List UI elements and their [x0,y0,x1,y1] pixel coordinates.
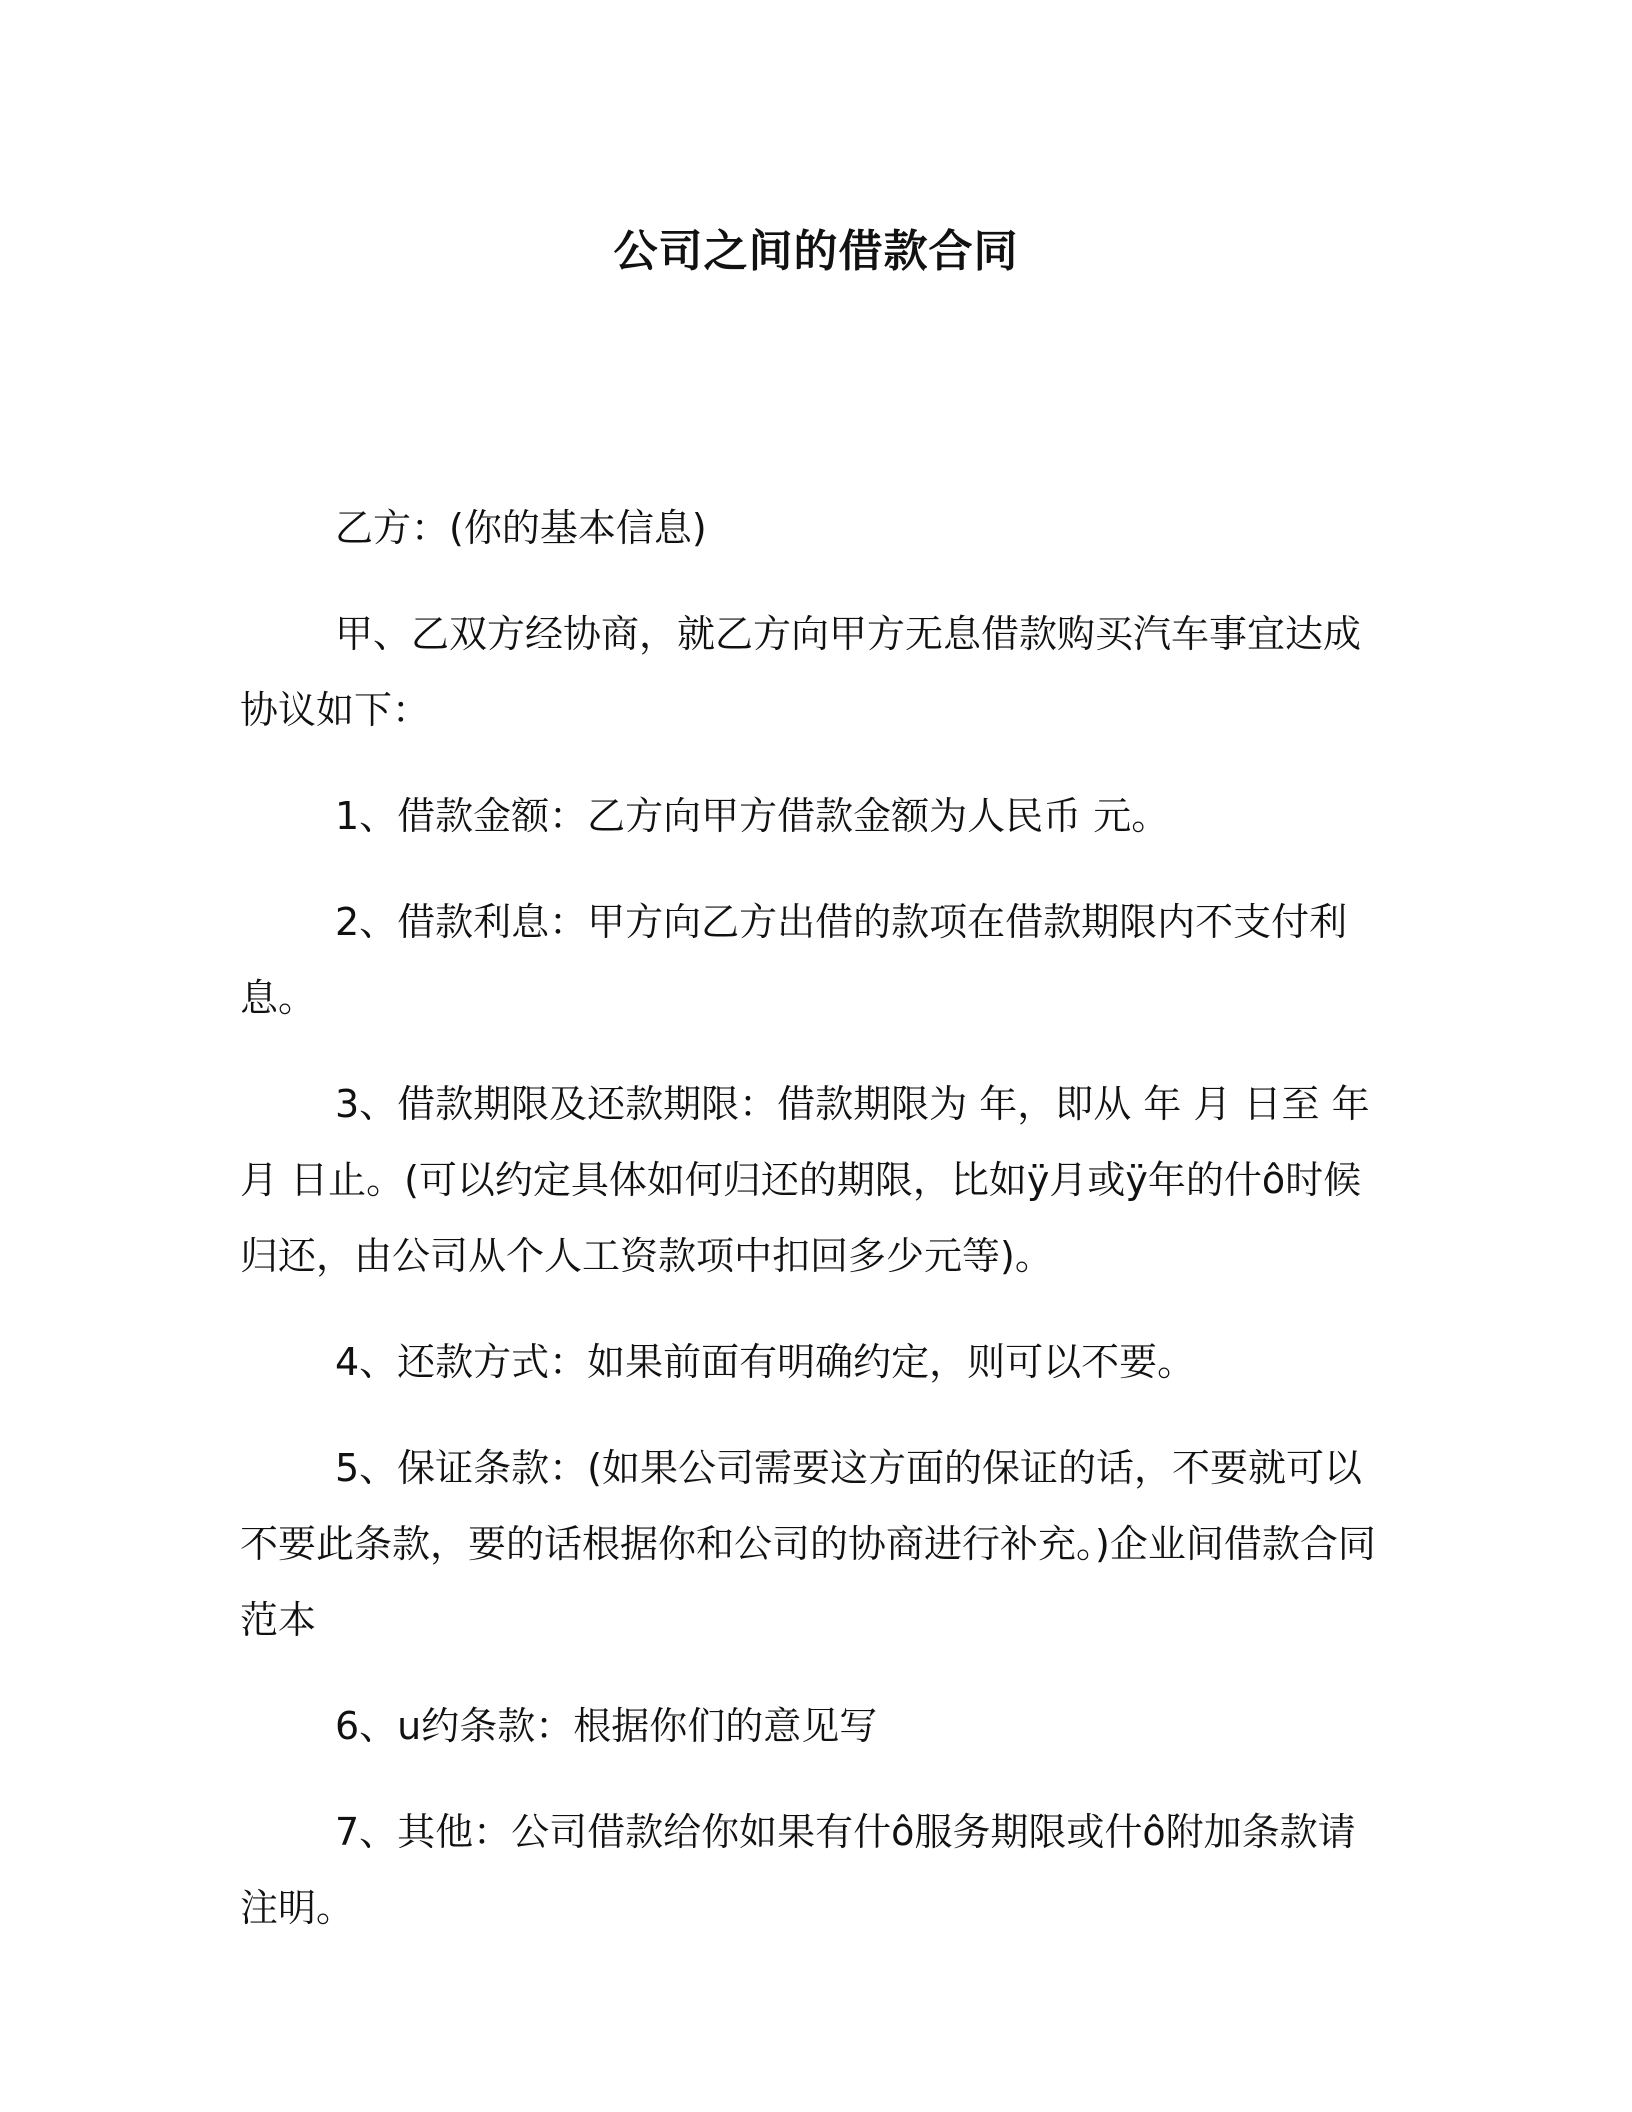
clause-5-guarantee: 5、保证条款：(如果公司需要这方面的保证的话，不要就可以不要此条款，要的话根据你和公司的协商进行补充。)企业间借款合同范本 [240,1446,1376,1642]
clause-6-breach: 6、u约条款：根据你们的意见写 [335,1704,878,1748]
document-body [240,490,1380,1976]
document-title: 公司之间的借款合同 [613,226,1019,277]
clause-1-loan-amount: 1、借款金额：乙方向甲方借款金额为人民币 元。 [335,794,1170,838]
clause-2-interest: 2、借款利息：甲方向乙方出借的款项在借款期限内不支付利息。 [240,900,1348,1020]
clause-7-other: 7、其他：公司借款给你如果有什ô服务期限或什ô附加条款请注明。 [240,1810,1356,1930]
clause-3-loan-term: 3、借款期限及还款期限：借款期限为 年，即从 年 月 日至 年 月 日止。(可以约定具体如何归还的期限，比如ÿ月或ÿ年的什ô时候归还，由公司从个人工资款项中扣回多少元等)。 [240,1082,1370,1278]
clause-4-repayment-method: 4、还款方式：如果前面有明确约定，则可以不要。 [335,1340,1196,1384]
agreement-preamble: 甲、乙双方经协商，就乙方向甲方无息借款购买汽车事宜达成协议如下： [240,612,1362,732]
party-b-info: 乙方：(你的基本信息) [335,506,707,550]
